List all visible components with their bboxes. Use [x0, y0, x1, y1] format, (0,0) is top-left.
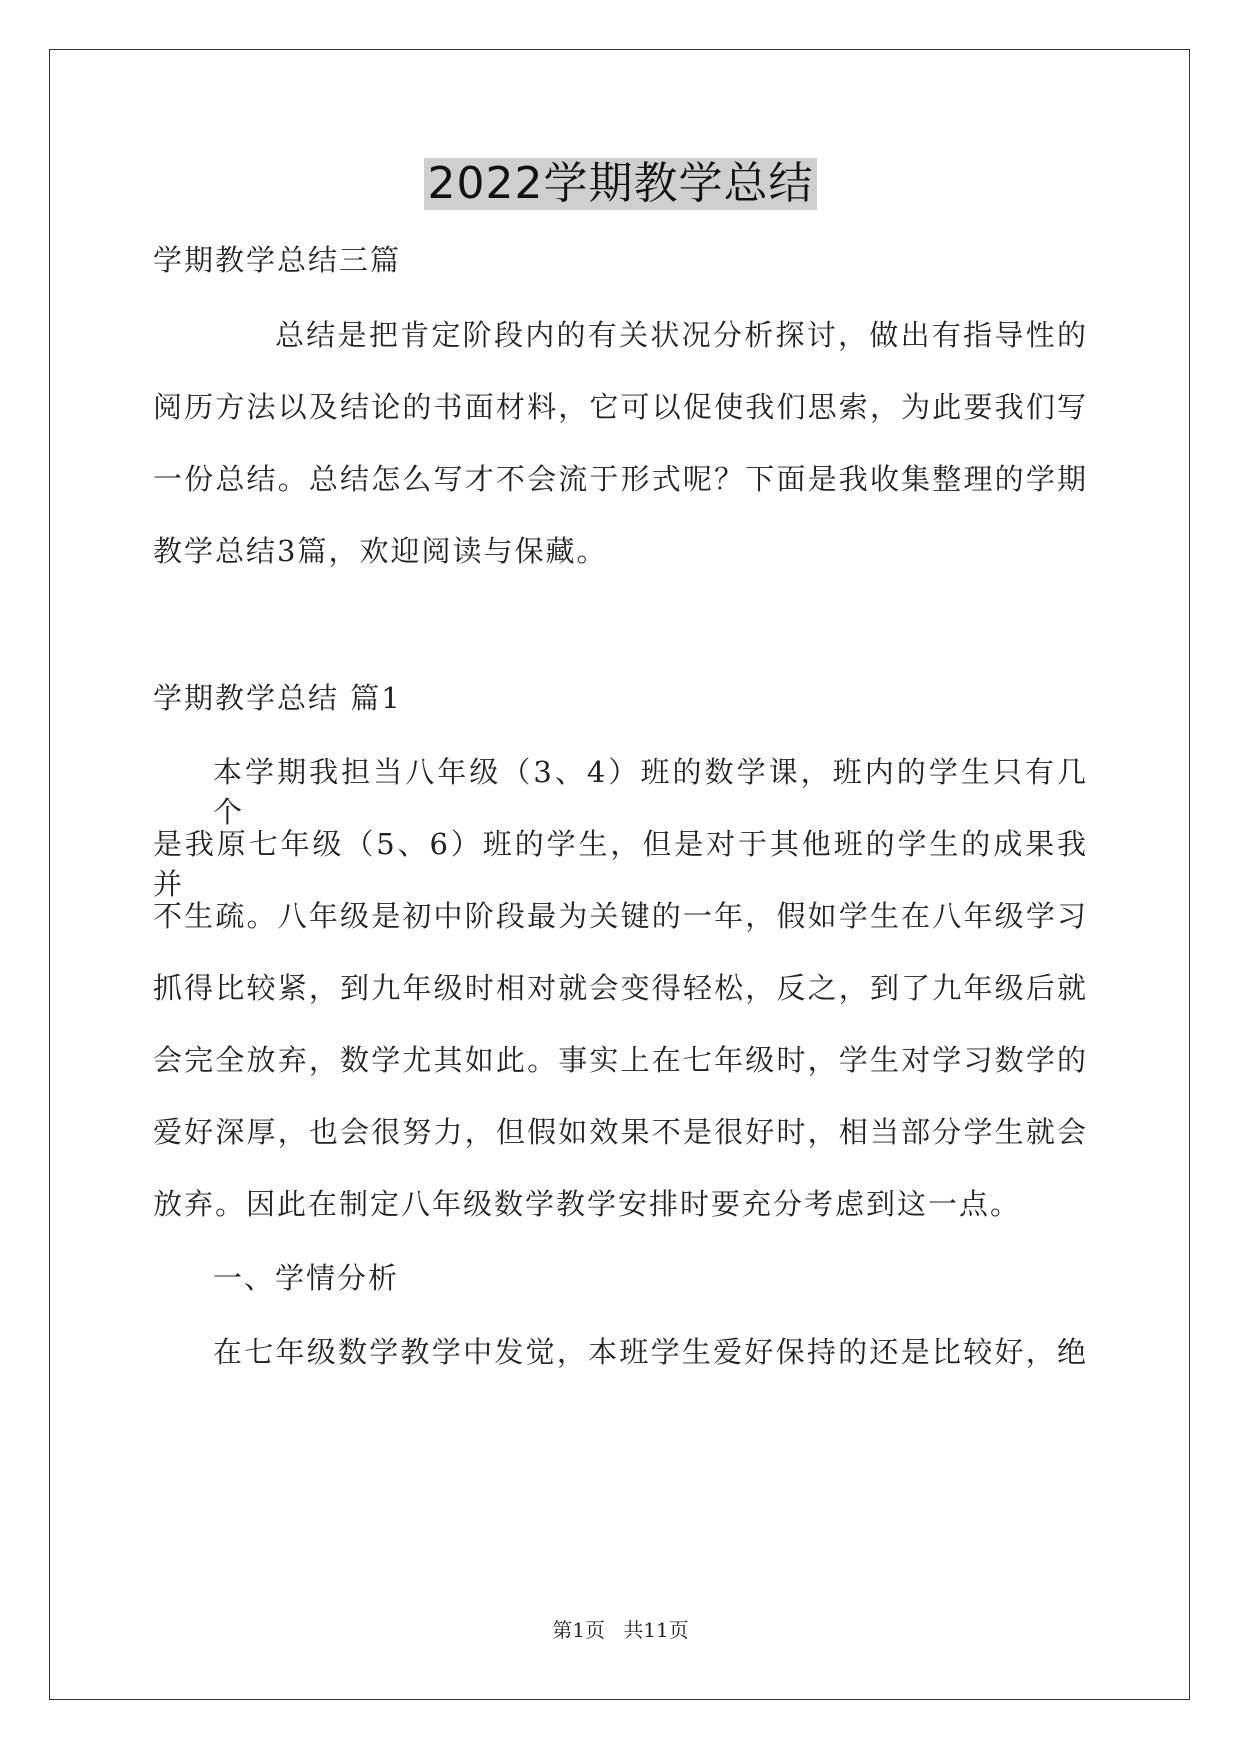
total-pages: 共11页	[623, 1618, 689, 1642]
body-line-6: 爱好深厚，也会很努力，但假如效果不是很好时，相当部分学生就会	[153, 1115, 1088, 1149]
intro-line-2: 阅历方法以及结论的书面材料，它可以促使我们思索，为此要我们写	[153, 390, 1088, 424]
document-subtitle: 学期教学总结三篇	[153, 243, 402, 277]
body-last-line: 在七年级数学教学中发觉，本班学生爱好保持的还是比较好，绝	[213, 1335, 1088, 1369]
body-line-3: 不生疏。八年级是初中阶段最为关键的一年，假如学生在八年级学习	[153, 899, 1088, 933]
body-line-5: 会完全放弃，数学尤其如此。事实上在七年级时，学生对学习数学的	[153, 1043, 1088, 1077]
subheading: 一、学情分析	[213, 1261, 400, 1295]
title-container	[0, 158, 1241, 210]
page-footer	[0, 1618, 1241, 1642]
body-line-2: 是我原七年级（5、6）班的学生，但是对于其他班的学生的成果我并	[153, 827, 1088, 901]
document-title: 2022学期教学总结	[424, 158, 818, 210]
section-heading: 学期教学总结 篇1	[153, 681, 402, 715]
intro-line-1: 总结是把肯定阶段内的有关状况分析探讨，做出有指导性的	[275, 318, 1088, 352]
intro-line-3: 一份总结。总结怎么写才不会流于形式呢？下面是我收集整理的学期	[153, 462, 1088, 496]
page-number: 第1页	[552, 1618, 605, 1642]
body-line-1: 本学期我担当八年级（3、4）班的数学课，班内的学生只有几个	[213, 755, 1088, 829]
body-line-7: 放弃。因此在制定八年级数学教学安排时要充分考虑到这一点。	[153, 1187, 1022, 1221]
intro-line-4: 教学总结3篇，欢迎阅读与保藏。	[153, 534, 608, 568]
body-line-4: 抓得比较紧，到九年级时相对就会变得轻松，反之，到了九年级后就	[153, 971, 1088, 1005]
